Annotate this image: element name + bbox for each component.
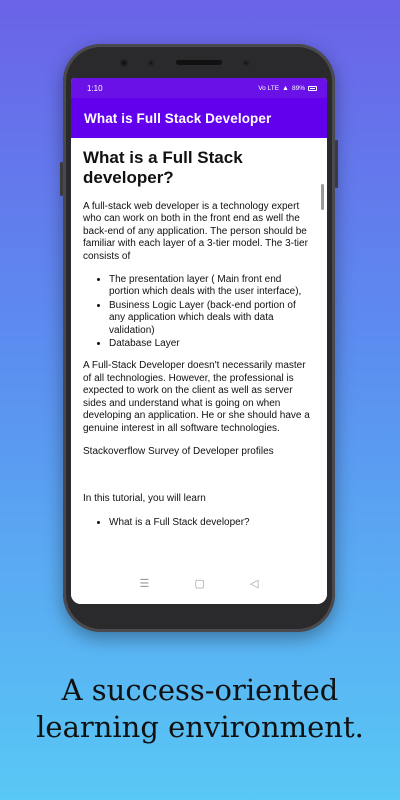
- sensor-icon: [148, 60, 154, 66]
- list-item: • What is a Full Stack developer?: [109, 517, 313, 529]
- list-item: • Database Layer: [109, 338, 313, 350]
- back-icon[interactable]: ◁: [249, 577, 259, 590]
- article-intro: A full-stack web developer is a technology expert who can work on both in the front end as well the back-end of any application. The person should be familiar with each layer of a 3-tier model. The 3-tier consists of: [83, 201, 308, 262]
- survey-link-text: Stackoverflow Survey of Developer profiles: [83, 445, 274, 457]
- tagline-line-2: learning environment.: [36, 710, 364, 744]
- tier-list: [83, 274, 313, 350]
- article-body: A Full-Stack Developer doesn't necessarily master of all technologies. However, the professional is expected to work on the client as well as server sides and understand what is going on when developing an application. He or she should have a genuine interest in all software technologies.: [83, 360, 310, 434]
- list-item: • The presentation layer ( Main front end portion which deals with the user interface),: [109, 274, 313, 299]
- system-nav-bar: [71, 564, 327, 604]
- proximity-sensor-icon: [243, 60, 249, 66]
- earpiece-speaker: [176, 60, 222, 65]
- image-placeholder: [83, 469, 313, 493]
- list-item: • Business Logic Layer (back-end portion of any application which deals with data validation): [109, 300, 313, 337]
- status-time: 1:10: [87, 83, 103, 93]
- phone-screen: [71, 78, 327, 604]
- status-icons: [258, 85, 317, 92]
- recents-icon[interactable]: ☰: [139, 577, 150, 590]
- front-camera-icon: [120, 59, 128, 67]
- tagline-line-1: A success-oriented: [61, 673, 339, 707]
- article-content[interactable]: [71, 138, 327, 564]
- battery-percent: 89%: [291, 84, 305, 92]
- promo-tagline: [0, 672, 400, 746]
- article-heading: What is a Full Stack developer?: [83, 148, 243, 187]
- scrollbar[interactable]: [321, 184, 324, 210]
- tutorial-intro: In this tutorial, you will learn: [83, 493, 206, 505]
- tutorial-list: [83, 517, 313, 529]
- volume-button: [60, 162, 63, 196]
- phone-frame: [63, 44, 335, 632]
- app-bar: [71, 98, 327, 138]
- network-indicator: Vo LTE: [258, 84, 280, 92]
- app-bar-title: What is Full Stack Developer: [84, 110, 272, 126]
- signal-icon: ▲: [282, 84, 289, 92]
- status-bar: [71, 78, 327, 98]
- battery-icon: [308, 86, 317, 91]
- home-icon[interactable]: ▢: [194, 577, 205, 590]
- power-button: [335, 140, 338, 188]
